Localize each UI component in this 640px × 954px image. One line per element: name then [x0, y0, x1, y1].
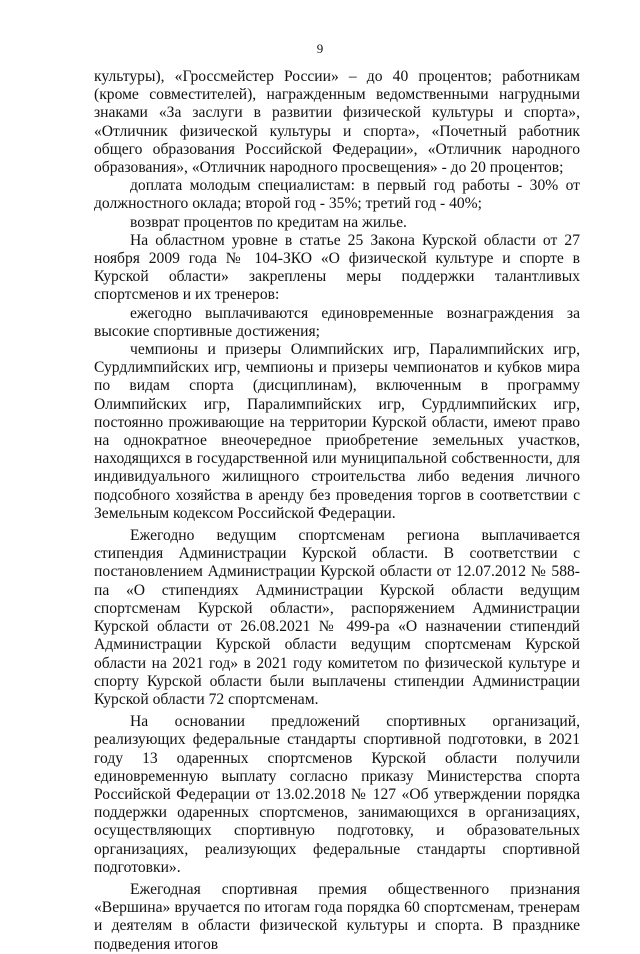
paragraph-regional-law: На областном уровне в статье 25 Закона Курской области от 27 ноября 2009 года № 104-ЗКО «О физической культуре и спорте в Курской области» закреплены меры поддержки талантливых спортсменов и их тренеров:: [94, 231, 580, 304]
paragraph-land-plots: чемпионы и призеры Олимпийских игр, Паралимпийских игр, Сурдлимпийских игр, чемпионы и призеры чемпионатов и кубков мира по видам спорта (дисциплинам), включенным в программу Олимпийских игр, Паралимпийских игр, Сурдлимпийских игр, постоянно проживающие на территории Курской области, имеют право на однократное внеочередное приобретение земельных участков, находящихся в государственной или муниципальной собственности, для индивидуального жилищного строительства либо ведения личного подсобного хозяйства в аренду без проведения торгов в соответствии с Земельным кодексом Российской Федерации.: [94, 341, 580, 522]
paragraph-vershina-award: Ежегодная спортивная премия общественного признания «Вершина» вручается по итогам года порядка 60 спортсменам, тренерам и деятелям в области физической культуры и спорта. В празднике подведения итогов: [94, 880, 580, 953]
paragraph-young-specialists: доплата молодым специалистам: в первый год работы - 30% от должностного оклада; второй год - 35%; третий год - 40%;: [94, 177, 580, 213]
paragraph-awards-allowance: культуры), «Гроссмейстер России» – до 40 процентов; работникам (кроме совместителей), награжденным ведомственными нагрудными знаками «За заслуги в развитии физической культуры и спорта», «Отличник физической культуры и спорта», «Почетный работник общего образования Российской Федерации», «Отличник народного образования», «Отличник народного просвещения» - до 20 процентов;: [94, 68, 580, 177]
paragraph-loan-interest: возврат процентов по кредитам на жилье.: [130, 213, 407, 231]
paragraph-one-time-rewards: ежегодно выплачиваются единовременные вознаграждения за высокие спортивные достижения;: [94, 304, 580, 340]
document-body: [94, 68, 580, 954]
page-number: 9: [316, 41, 324, 56]
paragraph-gifted-athletes: На основании предложений спортивных организаций, реализующих федеральные стандарты спортивной подготовки, в 2021 году 13 одаренных спортсменов Курской области получили единовременную выплату согласно приказу Министерства спорта Российской Федерации от 13.02.2018 № 127 «Об утверждении порядка поддержки одаренных спортсменов, занимающихся в организациях, осуществляющих спортивную подготовку, и образовательных организациях, реализующих федеральные стандарты спортивной подготовки».: [94, 713, 580, 876]
paragraph-scholarship: Ежегодно ведущим спортсменам региона выплачивается стипендия Администрации Курской области. В соответствии с постановлением Администрации Курской области от 12.07.2012 № 588-па «О стипендиях Администрации Курской области ведущим спортсменам Курской области», распоряжением Администрации Курской области от 26.08.2021 № 499-ра «О назначении стипендий Администрации Курской области ведущим спортсменам Курской области на 2021 год» в 2021 году комитетом по физической культуре и спорту Курской области были выплачены стипендии Администрации Курской области 72 спортсменам.: [94, 527, 580, 708]
